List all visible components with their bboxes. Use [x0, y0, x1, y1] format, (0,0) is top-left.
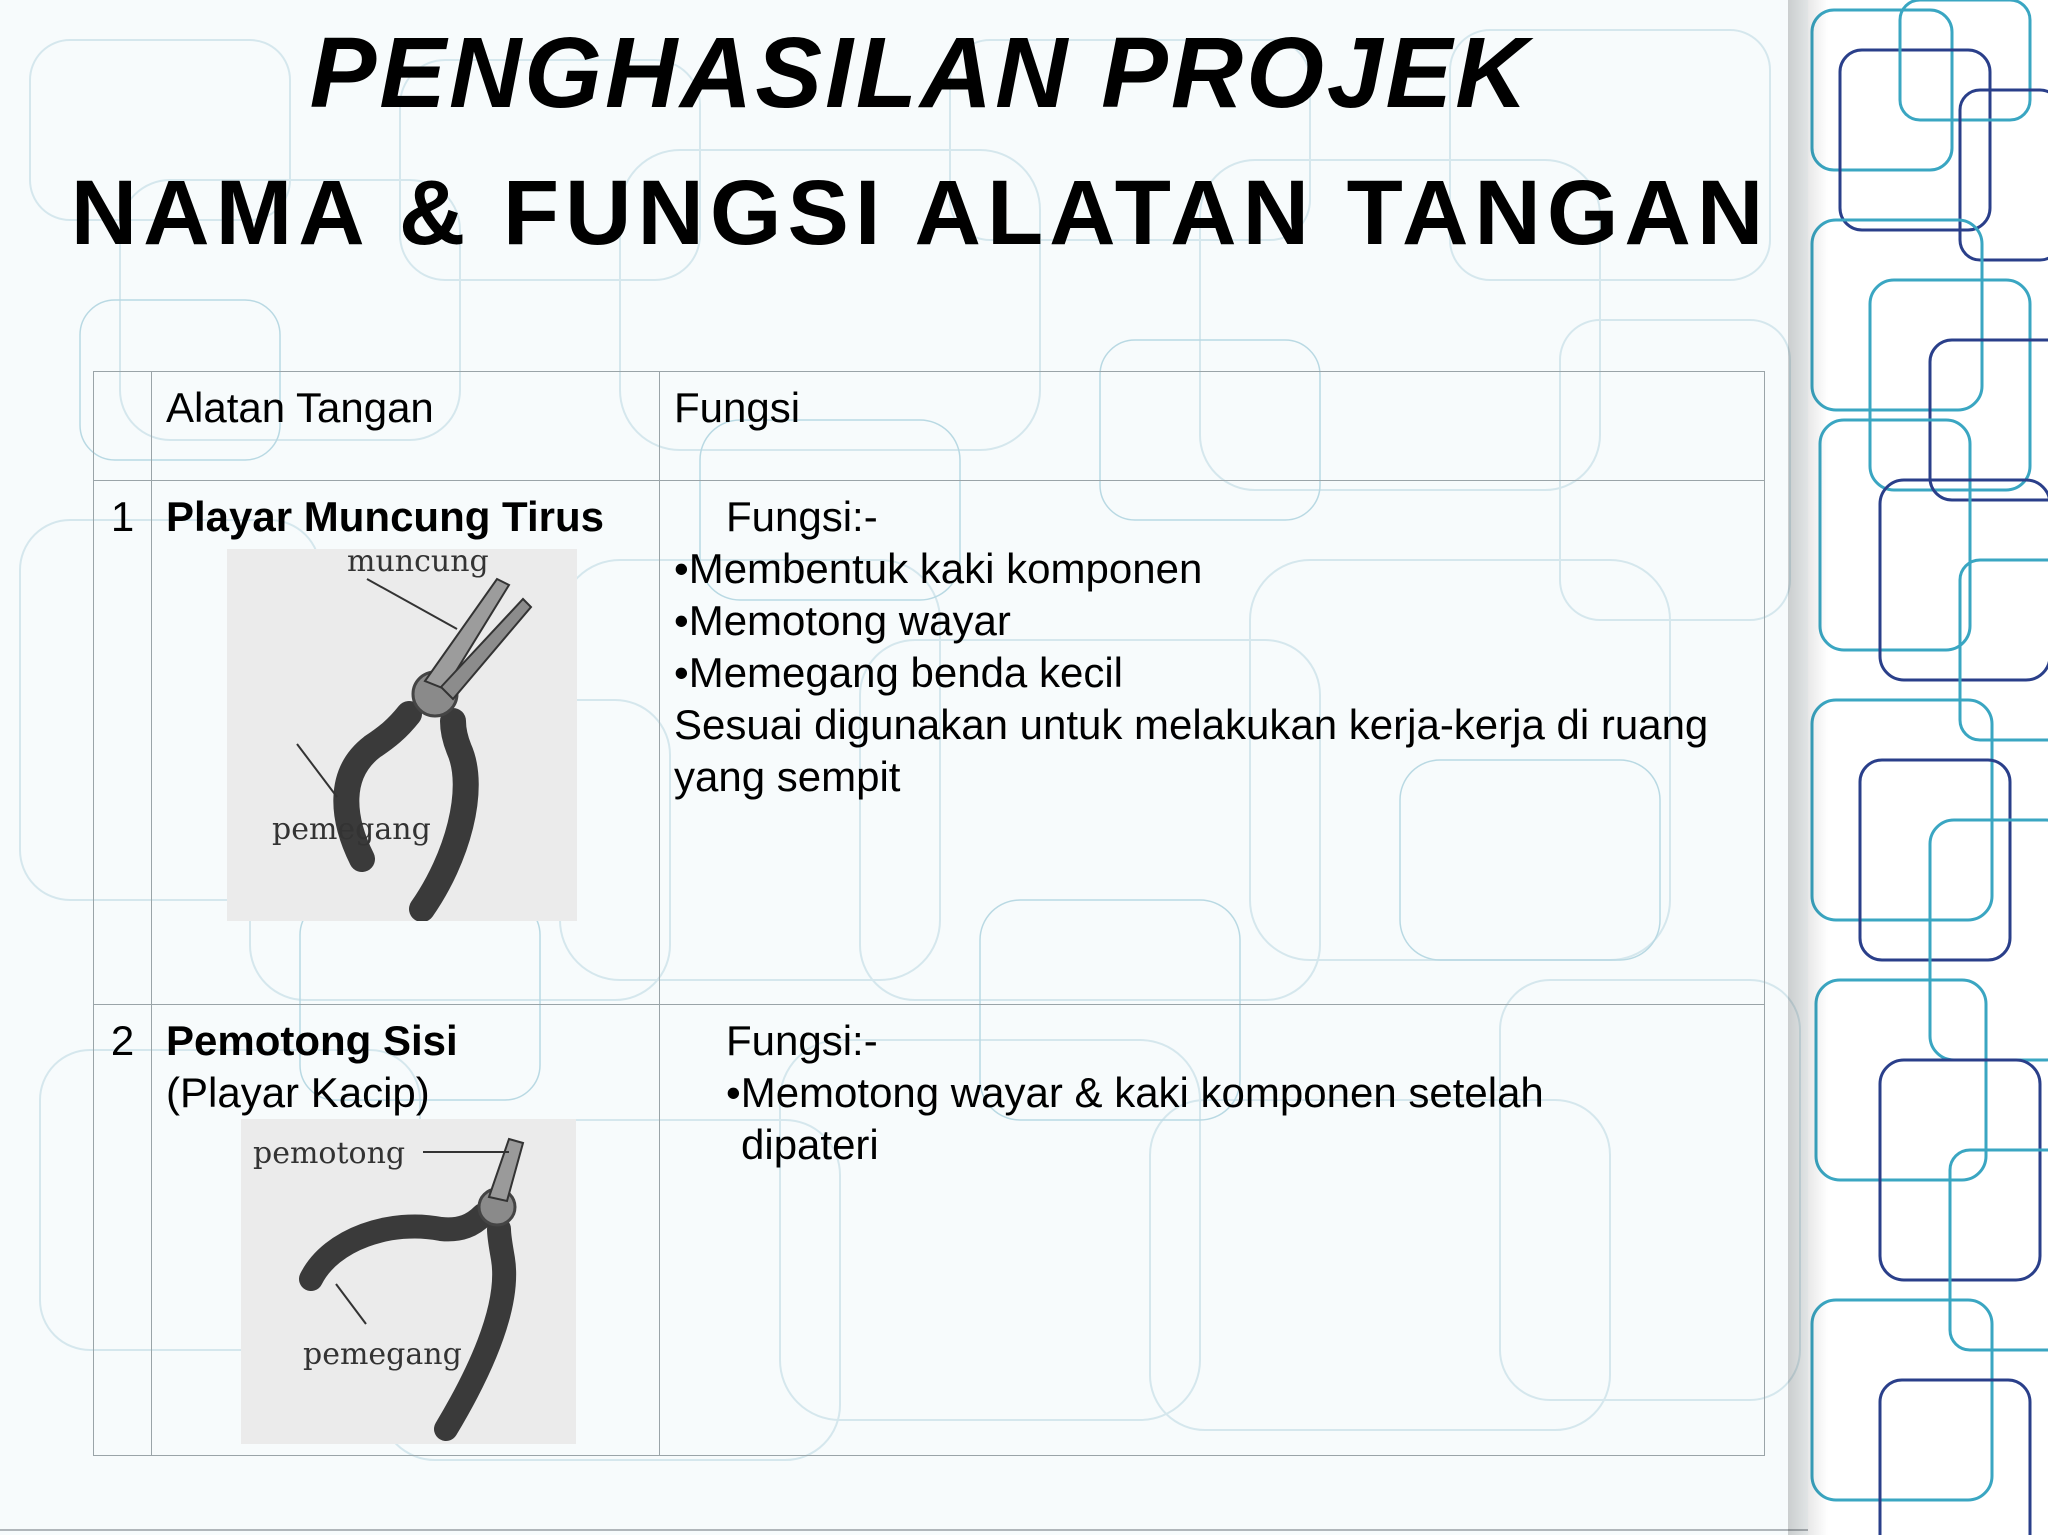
function-cell: [660, 481, 1765, 1005]
pemotong-label: pemotong: [253, 1136, 406, 1171]
pemegang-label: pemegang: [303, 1337, 462, 1372]
function-note: Sesuai digunakan untuk melakukan kerja-kerja di ruang yang sempit: [674, 701, 1709, 800]
header-function: Fungsi: [660, 372, 1765, 481]
muncung-label: muncung: [347, 549, 489, 579]
function-heading: Fungsi:-: [726, 1017, 878, 1064]
header-tool: Alatan Tangan: [152, 372, 660, 481]
row-number: 1: [94, 481, 152, 1005]
tool-cell: [152, 481, 660, 1005]
pemegang-label: pemegang: [272, 812, 431, 847]
function-item: •Memotong wayar & kaki komponen setelah: [726, 1069, 1544, 1116]
slide-subtitle: NAMA & FUNGSI ALATAN TANGAN: [70, 162, 1770, 264]
function-item: •Memotong wayar: [674, 597, 1011, 644]
tools-table: [93, 371, 1765, 1456]
long-nose-pliers-image: [227, 549, 577, 921]
function-item: •Membentuk kaki komponen: [674, 545, 1203, 592]
function-heading: Fungsi:-: [726, 493, 878, 540]
table-row: [94, 1005, 1765, 1456]
function-item: •Memegang benda kecil: [674, 649, 1123, 696]
table-row: [94, 481, 1765, 1005]
tool-name: Pemotong Sisi: [166, 1017, 458, 1064]
function-item: dipateri: [741, 1121, 879, 1168]
tool-cell: [152, 1005, 660, 1456]
table-header-row: [94, 372, 1765, 481]
header-number: [94, 372, 152, 481]
tool-name-extra: (Playar Kacip): [166, 1069, 430, 1116]
side-cutter-image: [241, 1119, 576, 1444]
tool-name: Playar Muncung Tirus: [166, 493, 604, 540]
row-number: 2: [94, 1005, 152, 1456]
function-cell: [660, 1005, 1765, 1456]
slide-title: PENGHASILAN PROJEK: [309, 17, 1531, 129]
